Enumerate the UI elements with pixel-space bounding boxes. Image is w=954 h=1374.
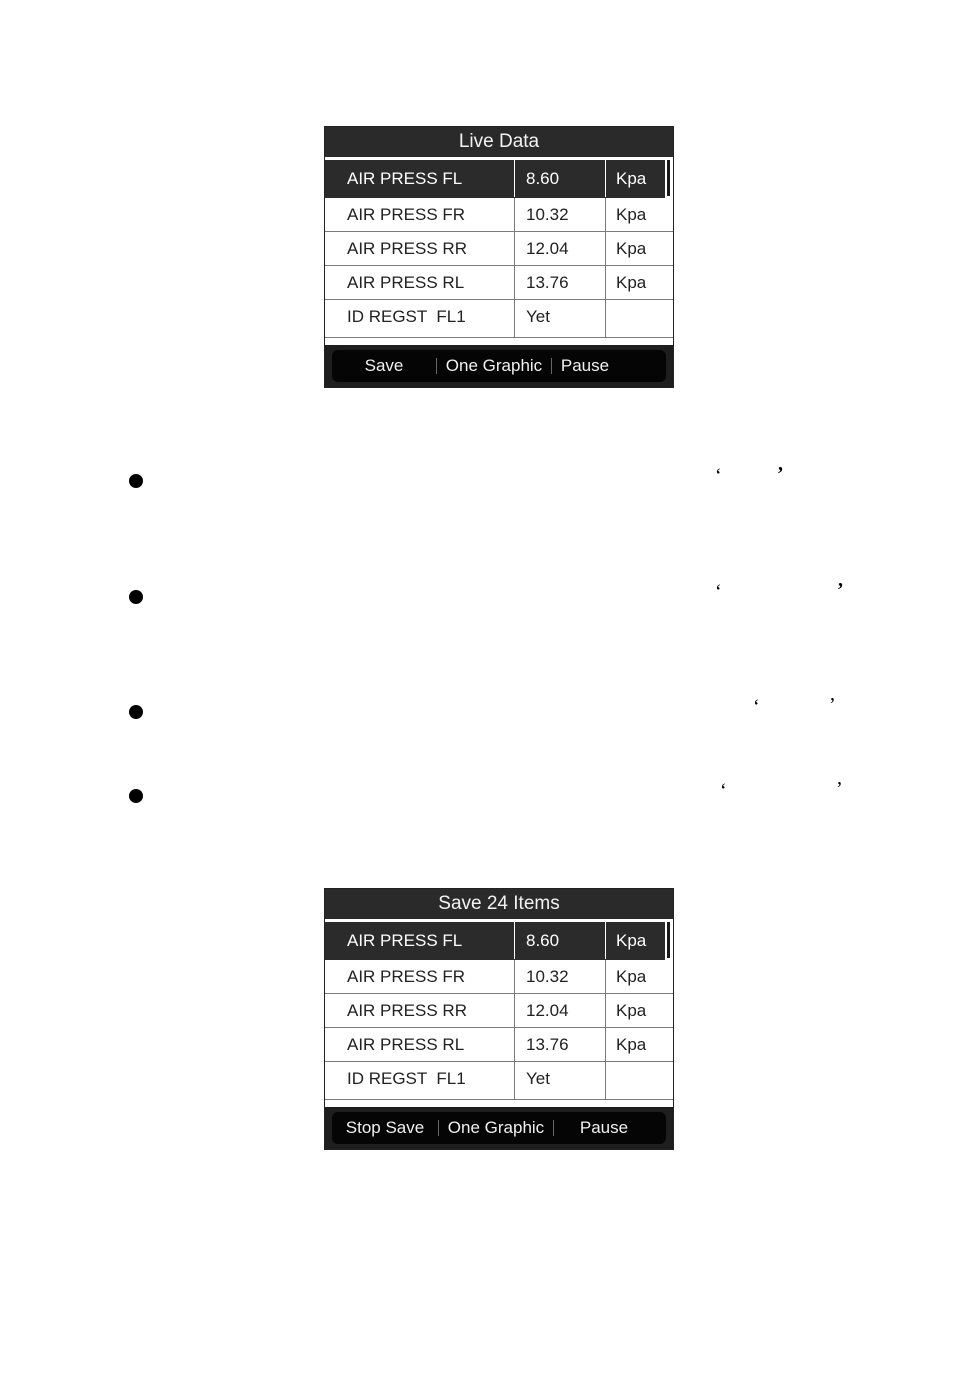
close-quote: ’ (836, 778, 843, 800)
param-unit: Kpa (616, 1001, 647, 1020)
param-value: 10.32 (515, 198, 606, 231)
table-row[interactable] (325, 960, 673, 994)
param-unit: Kpa (616, 931, 647, 950)
save-items-screen (324, 888, 674, 1150)
one-graphic-button[interactable]: One Graphic (447, 1118, 545, 1137)
softkey-bar (325, 1107, 673, 1149)
screen-title: Live Data (325, 127, 673, 160)
open-quote: ‘ (715, 581, 722, 603)
param-unit: Kpa (616, 205, 647, 224)
param-value: 13.76 (515, 266, 606, 299)
one-graphic-button[interactable]: One Graphic (445, 356, 543, 375)
close-quote: ’ (829, 694, 836, 716)
table-row[interactable] (325, 232, 673, 266)
screen-title: Save 24 Items (325, 889, 673, 922)
bullet-icon (129, 474, 143, 488)
open-quote: ‘ (720, 780, 727, 802)
close-quote: ’ (777, 463, 784, 485)
param-value: 12.04 (515, 232, 606, 265)
table-row[interactable] (325, 198, 673, 232)
close-quote: ’ (837, 579, 844, 601)
param-value: Yet (515, 300, 606, 337)
table-row[interactable] (325, 922, 665, 960)
param-name: AIR PRESS RR (325, 232, 515, 265)
table-row[interactable] (325, 300, 673, 338)
param-name: AIR PRESS FL (325, 160, 515, 197)
param-name: ID REGST FL1 (325, 1062, 515, 1099)
param-value: 8.60 (515, 922, 606, 959)
softkey-bar (325, 345, 673, 387)
open-quote: ‘ (715, 465, 722, 487)
table-row[interactable] (325, 266, 673, 300)
data-table (325, 160, 673, 338)
param-unit: Kpa (616, 967, 647, 986)
param-value: 8.60 (515, 160, 606, 197)
data-table (325, 922, 673, 1100)
param-name: AIR PRESS FR (325, 198, 515, 231)
save-button[interactable]: Save (364, 356, 404, 375)
param-name: AIR PRESS RR (325, 994, 515, 1027)
pause-button[interactable]: Pause (560, 356, 610, 375)
param-name: ID REGST FL1 (325, 300, 515, 337)
live-data-screen (324, 126, 674, 388)
scrollbar[interactable] (667, 922, 670, 958)
bullet-icon (129, 705, 143, 719)
param-name: AIR PRESS RL (325, 266, 515, 299)
param-value: 10.32 (515, 960, 606, 993)
table-row[interactable] (325, 1062, 673, 1100)
param-unit: Kpa (616, 169, 647, 188)
bullet-icon (129, 789, 143, 803)
open-quote: ‘ (753, 696, 760, 718)
param-unit: Kpa (616, 273, 647, 292)
pause-button[interactable]: Pause (579, 1118, 629, 1137)
param-name: AIR PRESS FL (325, 922, 515, 959)
scrollbar[interactable] (667, 160, 670, 196)
bullet-icon (129, 590, 143, 604)
table-row[interactable] (325, 160, 665, 198)
param-unit: Kpa (616, 1035, 647, 1054)
param-unit: Kpa (616, 239, 647, 258)
stop-save-button[interactable]: Stop Save (345, 1118, 425, 1137)
table-row[interactable] (325, 994, 673, 1028)
table-row[interactable] (325, 1028, 673, 1062)
param-value: 12.04 (515, 994, 606, 1027)
param-name: AIR PRESS RL (325, 1028, 515, 1061)
param-unit (606, 1062, 673, 1099)
param-unit (606, 300, 673, 337)
param-name: AIR PRESS FR (325, 960, 515, 993)
param-value: 13.76 (515, 1028, 606, 1061)
param-value: Yet (515, 1062, 606, 1099)
